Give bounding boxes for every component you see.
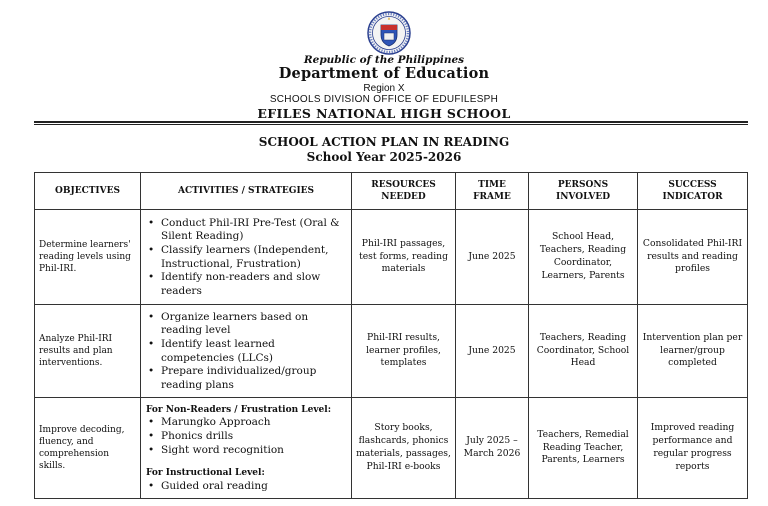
- table-row: [35, 398, 748, 499]
- region-line: Region X: [363, 83, 405, 94]
- column-header: OBJECTIVES: [35, 173, 141, 210]
- column-header: TIME FRAME: [456, 173, 529, 210]
- column-header: RESOURCES NEEDED: [352, 173, 456, 210]
- header-divider: [34, 121, 748, 123]
- deped-seal-logo: [367, 11, 411, 55]
- school-name: EFILES NATIONAL HIGH SCHOOL: [257, 106, 511, 121]
- activity-group-label: For Instructional Level:: [146, 468, 265, 479]
- activity-item: • Identify least learned competencies (LLCs): [146, 338, 347, 365]
- activities-cell: [141, 398, 352, 499]
- activity-item: • Conduct Phil-IRI Pre-Test (Oral & Silent Reading): [146, 217, 347, 244]
- column-header: SUCCESS INDICATOR: [638, 173, 748, 210]
- activity-item: • Prepare individualized/group reading plans: [146, 365, 347, 392]
- table-row: [35, 305, 748, 398]
- resources-cell: Story books, flashcards, phonics materials, passages, Phil-IRI e-books: [352, 398, 456, 499]
- document-title: SCHOOL ACTION PLAN IN READING: [258, 135, 510, 149]
- objective-cell: Analyze Phil-IRI results and plan interventions.: [35, 305, 141, 398]
- activity-item: • Guided oral reading: [146, 480, 347, 494]
- department-name: Department of Education: [278, 65, 490, 82]
- activities-cell: [141, 210, 352, 305]
- activity-item: • Classify learners (Independent, Instructional, Frustration): [146, 244, 347, 271]
- indicator-cell: Intervention plan per learner/group completed: [638, 305, 748, 398]
- activity-group-label: For Non-Readers / Frustration Level:: [146, 404, 332, 415]
- activity-item: • Organize learners based on reading level: [146, 311, 347, 338]
- activity-item: • Phonics drills: [146, 430, 347, 444]
- table-row: [35, 210, 748, 305]
- republic-line: Republic of the Philippines: [303, 54, 465, 66]
- time-frame-cell: July 2025 – March 2026: [456, 398, 529, 499]
- resources-cell: Phil-IRI passages, test forms, reading materials: [352, 210, 456, 305]
- activity-item: • Sight word recognition: [146, 444, 347, 458]
- division-line: SCHOOLS DIVISION OFFICE OF EDUFILESPH: [269, 94, 499, 105]
- activities-cell: [141, 305, 352, 398]
- indicator-cell: Consolidated Phil-IRI results and reading profiles: [638, 210, 748, 305]
- time-frame-cell: June 2025: [456, 210, 529, 305]
- objective-cell: Determine learners' reading levels using Phil-IRI.: [35, 210, 141, 305]
- column-header: PERSONS INVOLVED: [529, 173, 638, 210]
- persons-cell: Teachers, Remedial Reading Teacher, Parents, Learners: [529, 398, 638, 499]
- indicator-cell: Improved reading performance and regular progress reports: [638, 398, 748, 499]
- activity-item: • Marungko Approach: [146, 416, 347, 430]
- action-plan-table: [34, 172, 748, 499]
- time-frame-cell: June 2025: [456, 305, 529, 398]
- resources-cell: Phil-IRI results, learner profiles, templates: [352, 305, 456, 398]
- school-year: School Year 2025-2026: [306, 150, 462, 164]
- objective-cell: Improve decoding, fluency, and comprehension skills.: [35, 398, 141, 499]
- spacer: [146, 457, 347, 467]
- activity-item: • Identify non-readers and slow readers: [146, 271, 347, 298]
- table-header-row: [35, 173, 748, 210]
- column-header: ACTIVITIES / STRATEGIES: [141, 173, 352, 210]
- persons-cell: Teachers, Reading Coordinator, School Head: [529, 305, 638, 398]
- persons-cell: School Head, Teachers, Reading Coordinator, Learners, Parents: [529, 210, 638, 305]
- header-divider-thin: [34, 124, 748, 125]
